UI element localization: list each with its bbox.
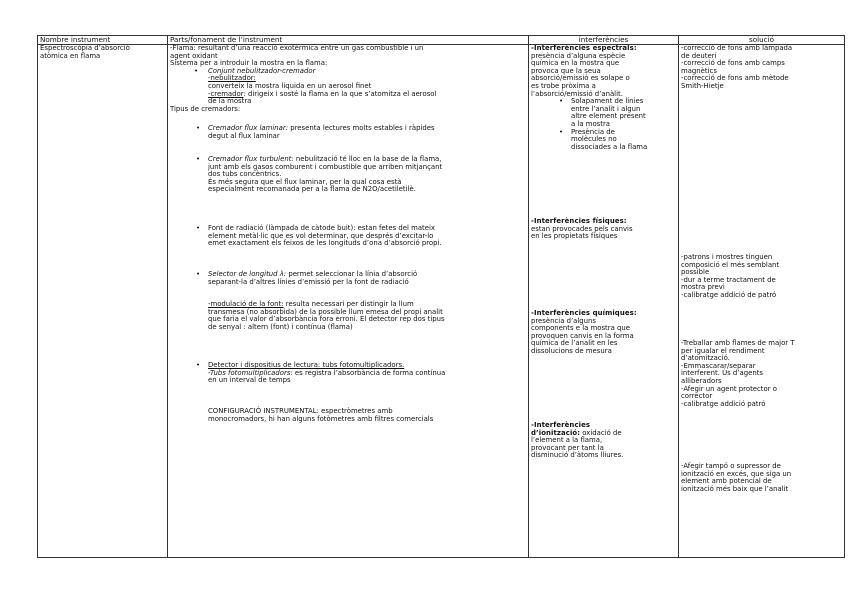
laminar-text: degut al flux laminar: [208, 131, 280, 140]
turbulent-text: És més segura que el flux laminar, per la qual cosa està: [208, 177, 402, 186]
fisiques-text: estan provocades pels canvis: [531, 224, 633, 233]
espectrals-text: presència d’alguna espècie: [531, 51, 626, 60]
modulacio-text: que faria el valor d’absorbància fora erroni. El detector rep dos tipus: [208, 315, 445, 324]
font-text: emet exactament els feixos de les longituds d’ona d’absorció propi.: [208, 239, 442, 248]
modulacio-text: resulta necessari per distingir la llum: [283, 300, 414, 308]
solucio-text: -Afegir tampó o supressor de: [681, 462, 781, 470]
interferencies-cell: [529, 45, 679, 558]
ionitzacio-title: -Interferències: [531, 421, 591, 429]
quimiques-title: -Interferències químiques:: [531, 309, 637, 317]
solapament-text: a la mostra: [571, 119, 611, 128]
config-text: CONFIGURACIÓ INSTRUMENTAL: espectròmetres amb: [208, 407, 393, 415]
turbulent-text: nebulització té lloc en la base de la flama,: [293, 155, 442, 163]
molecules-bullet: • Presència de: [531, 129, 676, 137]
conjunt-bullet: • Conjunt nebulitzador-cremador: [170, 68, 526, 76]
solucio-text: d’atomització.: [681, 354, 730, 363]
solucio-text: possible: [681, 268, 710, 277]
solucio-cell: [679, 45, 845, 558]
turbulent-text: junt amb els gasos comburent i combustible que arriben mitjançant: [208, 162, 443, 171]
instrument-name-line: Espectroscòpia d’absorció: [40, 45, 130, 52]
nebulitzador-text: converteix la mostra líquida en un aerosol finet: [208, 81, 372, 90]
selector-text: permet seleccionar la línia d’absorció: [286, 270, 418, 278]
selector-text: separant-la d’altres línies d’emissió per la font de radiació: [208, 277, 409, 286]
cremador-text: de la mostra: [208, 97, 252, 106]
espectrals-text: es trobe pròxima a: [531, 81, 596, 90]
font-bullet: • Font de radiació (làmpada de càtode buit): estan fetes del mateix: [170, 225, 526, 233]
solucio-text: per igualar el rendiment: [681, 346, 765, 355]
header-nombre-instrument: Nombre instrument: [38, 36, 168, 45]
espectrals-text: absorció/emissió es solape o: [531, 74, 630, 83]
solucio-text: -calibratge addició de patró: [681, 290, 777, 299]
solucio-text: -Treballar amb flames de major T: [681, 339, 795, 347]
solucio-text: ionització més baix que l’analit: [681, 484, 789, 493]
ionitzacio-text: l’element a la flama,: [531, 436, 603, 445]
ionitzacio-text: provocant per tant la: [531, 443, 604, 452]
solucio-text: de deuteri: [681, 51, 717, 60]
fisiques-text: en les propietats físiques: [531, 232, 618, 241]
tubs-title: -Tubs fotomultiplicadors: [208, 368, 291, 377]
quimiques-text: dissolucions de mesura: [531, 346, 612, 355]
instrument-table: [37, 35, 845, 558]
turbulent-text: dos tubs concèntrics.: [208, 170, 282, 179]
cremador-title: -cremador: [208, 89, 244, 98]
espectrals-title: -Interferències espectrals:: [531, 45, 637, 52]
solucio-text: magnètics: [681, 66, 717, 75]
ionitzacio-title: d’ionització:: [531, 428, 581, 437]
selector-title: Selector de longitud λ:: [208, 270, 287, 278]
font-text: element metàl·lic que es vol determinar, que després d’excitar-lo: [208, 231, 434, 240]
tubs-text: : es registra l’absorbància de forma contínua: [290, 368, 446, 377]
instrument-name-cell: [38, 45, 168, 558]
config-text: monocromadors, hi han alguns fotòmetres amb filtres comercials: [208, 414, 434, 423]
modulacio-text: transmesa (no absorbida) de la possible llum emesa del propi analit: [208, 307, 443, 316]
solucio-text: Smith-Hietje: [681, 81, 724, 90]
solucio-text: -correcció de fons amb làmpada: [681, 45, 793, 52]
sistema-text: Sistema per a introduir la mostra en la flama:: [170, 59, 328, 68]
quimiques-text: presència d’alguns: [531, 316, 597, 325]
ionitzacio-text: disminució d’àtoms lliures.: [531, 451, 624, 460]
solucio-text: -Afegir un agent protector o: [681, 384, 777, 393]
cremador-text: : dirigeix i sosté la flama en la que s’atomitza el aerosol: [243, 89, 437, 98]
turbulent-bullet: [170, 156, 526, 164]
detector-bullet: • Detector i dispositius de lectura: tubs fotomultiplicadors.: [170, 362, 526, 370]
solucio-text: -correcció de fons amb camps: [681, 59, 785, 68]
solucio-text: -Emmascarar/separar: [681, 361, 756, 370]
solucio-text: ionització en excés, que siga un: [681, 469, 792, 478]
solucio-text: composició el més semblant: [681, 260, 780, 269]
flama-text: -Flama: resultant d’una reacció exotèrmica entre un gas combustible i un: [170, 45, 424, 52]
solucio-text: mostra previ: [681, 283, 725, 292]
laminar-text: presenta lectures molts estables i ràpides: [288, 124, 435, 132]
solapament-text: altre element present: [571, 112, 646, 121]
solucio-text: interferent. Ús d’agents: [681, 369, 763, 378]
solucio-text: -correcció de fons amb mètode: [681, 74, 789, 83]
espectrals-text: química en la mostra que: [531, 59, 620, 68]
quimiques-text: components e la mostra que: [531, 324, 630, 333]
header-row: [38, 36, 845, 45]
solucio-text: alliberadors: [681, 376, 722, 385]
solucio-text: -patrons i mostres tinguen: [681, 253, 773, 261]
flama-text: agent oxidant: [170, 51, 218, 60]
turbulent-title: Cremador flux turbulent:: [208, 155, 294, 163]
molecules-text: molècules no: [571, 135, 617, 144]
espectrals-text: l’absorció/emissió d’anàlit.: [531, 89, 623, 98]
quimiques-text: provoquen canvis en la forma: [531, 331, 634, 340]
instrument-name-line: atòmica en flama: [40, 51, 101, 60]
header-interferencies: interferències: [529, 36, 679, 45]
solapament-text: entre l’analit i algun: [571, 104, 641, 113]
header-solucio: solució: [679, 36, 845, 45]
selector-bullet: [170, 271, 526, 279]
table-row: [38, 45, 845, 558]
modulacio-title: -modulació de la font:: [208, 300, 284, 308]
parts-cell: [168, 45, 529, 558]
solucio-text: -dur a terme tractament de: [681, 275, 776, 284]
laminar-bullet: [170, 125, 526, 133]
solucio-text: -calibratge addició patró: [681, 399, 766, 408]
tipus-text: Tipus de cremadors:: [170, 104, 241, 113]
solapament-bullet: • Solapament de línies: [531, 98, 676, 106]
turbulent-text: especialment recomanada per a la flama de N2O/acetiletilè.: [208, 185, 416, 194]
nebulitzador-title: -nebulitzador:: [208, 74, 256, 83]
quimiques-text: química de l’analit en les: [531, 339, 618, 348]
espectrals-text: provoca que la seua: [531, 66, 601, 75]
laminar-title: Cremador flux laminar:: [208, 124, 289, 132]
tubs-text: en un interval de temps: [208, 376, 291, 385]
ionitzacio-text: oxidació de: [580, 428, 622, 437]
molecules-text: dissociades a la flama: [571, 142, 648, 151]
fisiques-title: -Interferències físiques:: [531, 217, 627, 225]
solucio-text: corrector: [681, 392, 713, 401]
header-parts: Parts/fonament de l’instrument: [168, 36, 529, 45]
modulacio-text: de senyal : altern (font) i contínua (flama): [208, 322, 353, 331]
solucio-text: element amb potencial de: [681, 477, 772, 486]
